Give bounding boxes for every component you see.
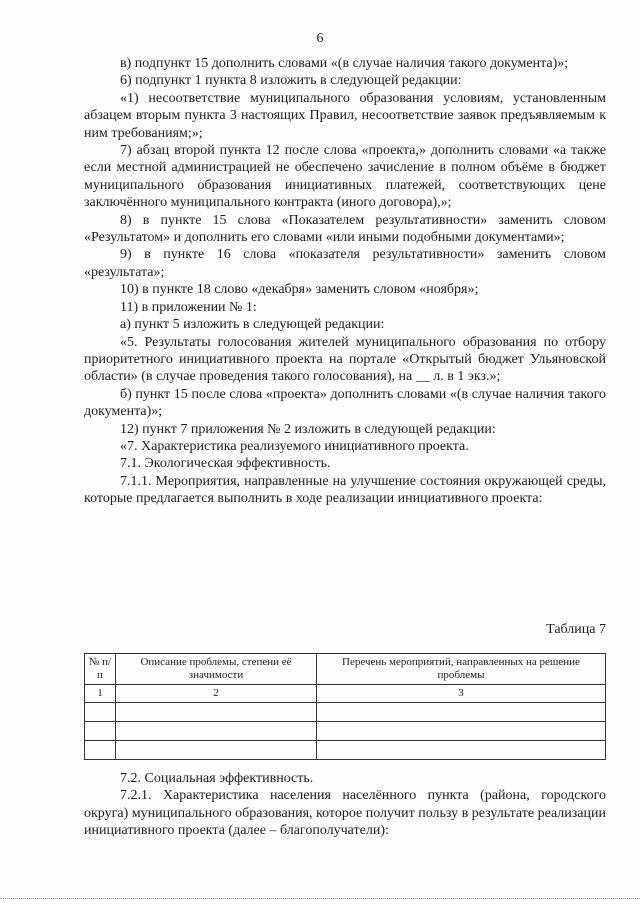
table-cell <box>85 703 116 722</box>
paragraph: 11) в приложении № 1: <box>120 299 257 315</box>
scan-edge <box>0 894 640 899</box>
table-header-row <box>85 654 606 685</box>
paragraph: 10) в пункте 18 слово «декабря» заменить словом «ноября»; <box>120 282 479 298</box>
table-7 <box>84 653 606 760</box>
table-cell: 1 <box>85 685 116 703</box>
table-cell <box>317 703 606 722</box>
header-cell-measures: Перечень мероприятий, направленных на решение проблемы <box>317 654 606 685</box>
table-label: Таблица 7 <box>546 622 606 637</box>
paragraph: б) пункт 15 после слова «проекта» дополнить словами «(в случае наличия такого документа)»; <box>84 386 606 420</box>
table-numbering-row <box>85 685 606 703</box>
paragraph: 8) в пункте 15 слова «Показателем результативности» заменить словом «Результатом» и дополнить его словами «или иными подобными документами»; <box>84 212 606 246</box>
table-cell <box>116 703 317 722</box>
table-cell <box>85 722 116 741</box>
table-cell <box>317 741 606 760</box>
document-body <box>84 55 606 508</box>
table-cell <box>116 741 317 760</box>
table-row <box>85 741 606 760</box>
paragraph: «1) несоответствие муниципального образования условиям, установленным абзацем вторым пункта 3 настоящих Правил, несоответствие заявок предъявляемым к ним требованиям;»; <box>84 90 606 141</box>
paragraph: 7) абзац второй пункта 12 после слова «проекта,» дополнить словами «а также если местной администрацией не обеспечено зачисление в полном объёме в бюджет муниципального образования инициативных платежей, соответствующих цене заключённого муниципального контракта (иного договора),»; <box>84 143 606 211</box>
paragraph: 7.1. Экологическая эффективность. <box>120 456 331 472</box>
table-cell: 3 <box>317 685 606 703</box>
page-number: 6 <box>316 31 324 46</box>
paragraph: 6) подпункт 1 пункта 8 изложить в следующей редакции: <box>120 73 462 89</box>
table-cell <box>85 741 116 760</box>
paragraph: 7.2. Социальная эффективность. <box>120 771 314 786</box>
document-body-lower <box>84 770 606 840</box>
paragraph: 12) пункт 7 приложения № 2 изложить в следующей редакции: <box>120 421 496 437</box>
table-cell: 2 <box>116 685 317 703</box>
table-row <box>85 722 606 741</box>
paragraph: «5. Результаты голосования жителей муниципального образования по отбору приоритетного инициативного проекта на портале «Открытый бюджет Ульяновской области» (в случае проведения такого голосования), на __ л. в 1 экз.»; <box>84 334 606 385</box>
paragraph: «7. Характеристика реализуемого инициативного проекта. <box>120 438 469 454</box>
paragraph: 9) в пункте 16 слова «показателя результативности» заменить словом «результата»; <box>84 247 606 280</box>
paragraph: 7.1.1. Мероприятия, направленные на улучшение состояния окружающей среды, которые предлагается выполнить в ходе реализации инициативного проекта: <box>84 473 606 507</box>
table-cell <box>116 722 317 741</box>
table-row <box>85 703 606 722</box>
paragraph: а) пункт 5 изложить в следующей редакции: <box>120 317 385 333</box>
table-cell <box>317 722 606 741</box>
paragraph: 7.2.1. Характеристика населения населённого пункта (района, городского округа) муниципального образования, которое получит пользу в результате реализации инициативного проекта (далее – благополучатели): <box>84 788 606 839</box>
header-cell-number: № п/п <box>85 654 116 685</box>
paragraph: в) подпункт 15 дополнить словами «(в случае наличия такого документа)»; <box>120 56 569 71</box>
header-cell-problem: Описание проблемы, степени её значимости <box>116 654 317 685</box>
